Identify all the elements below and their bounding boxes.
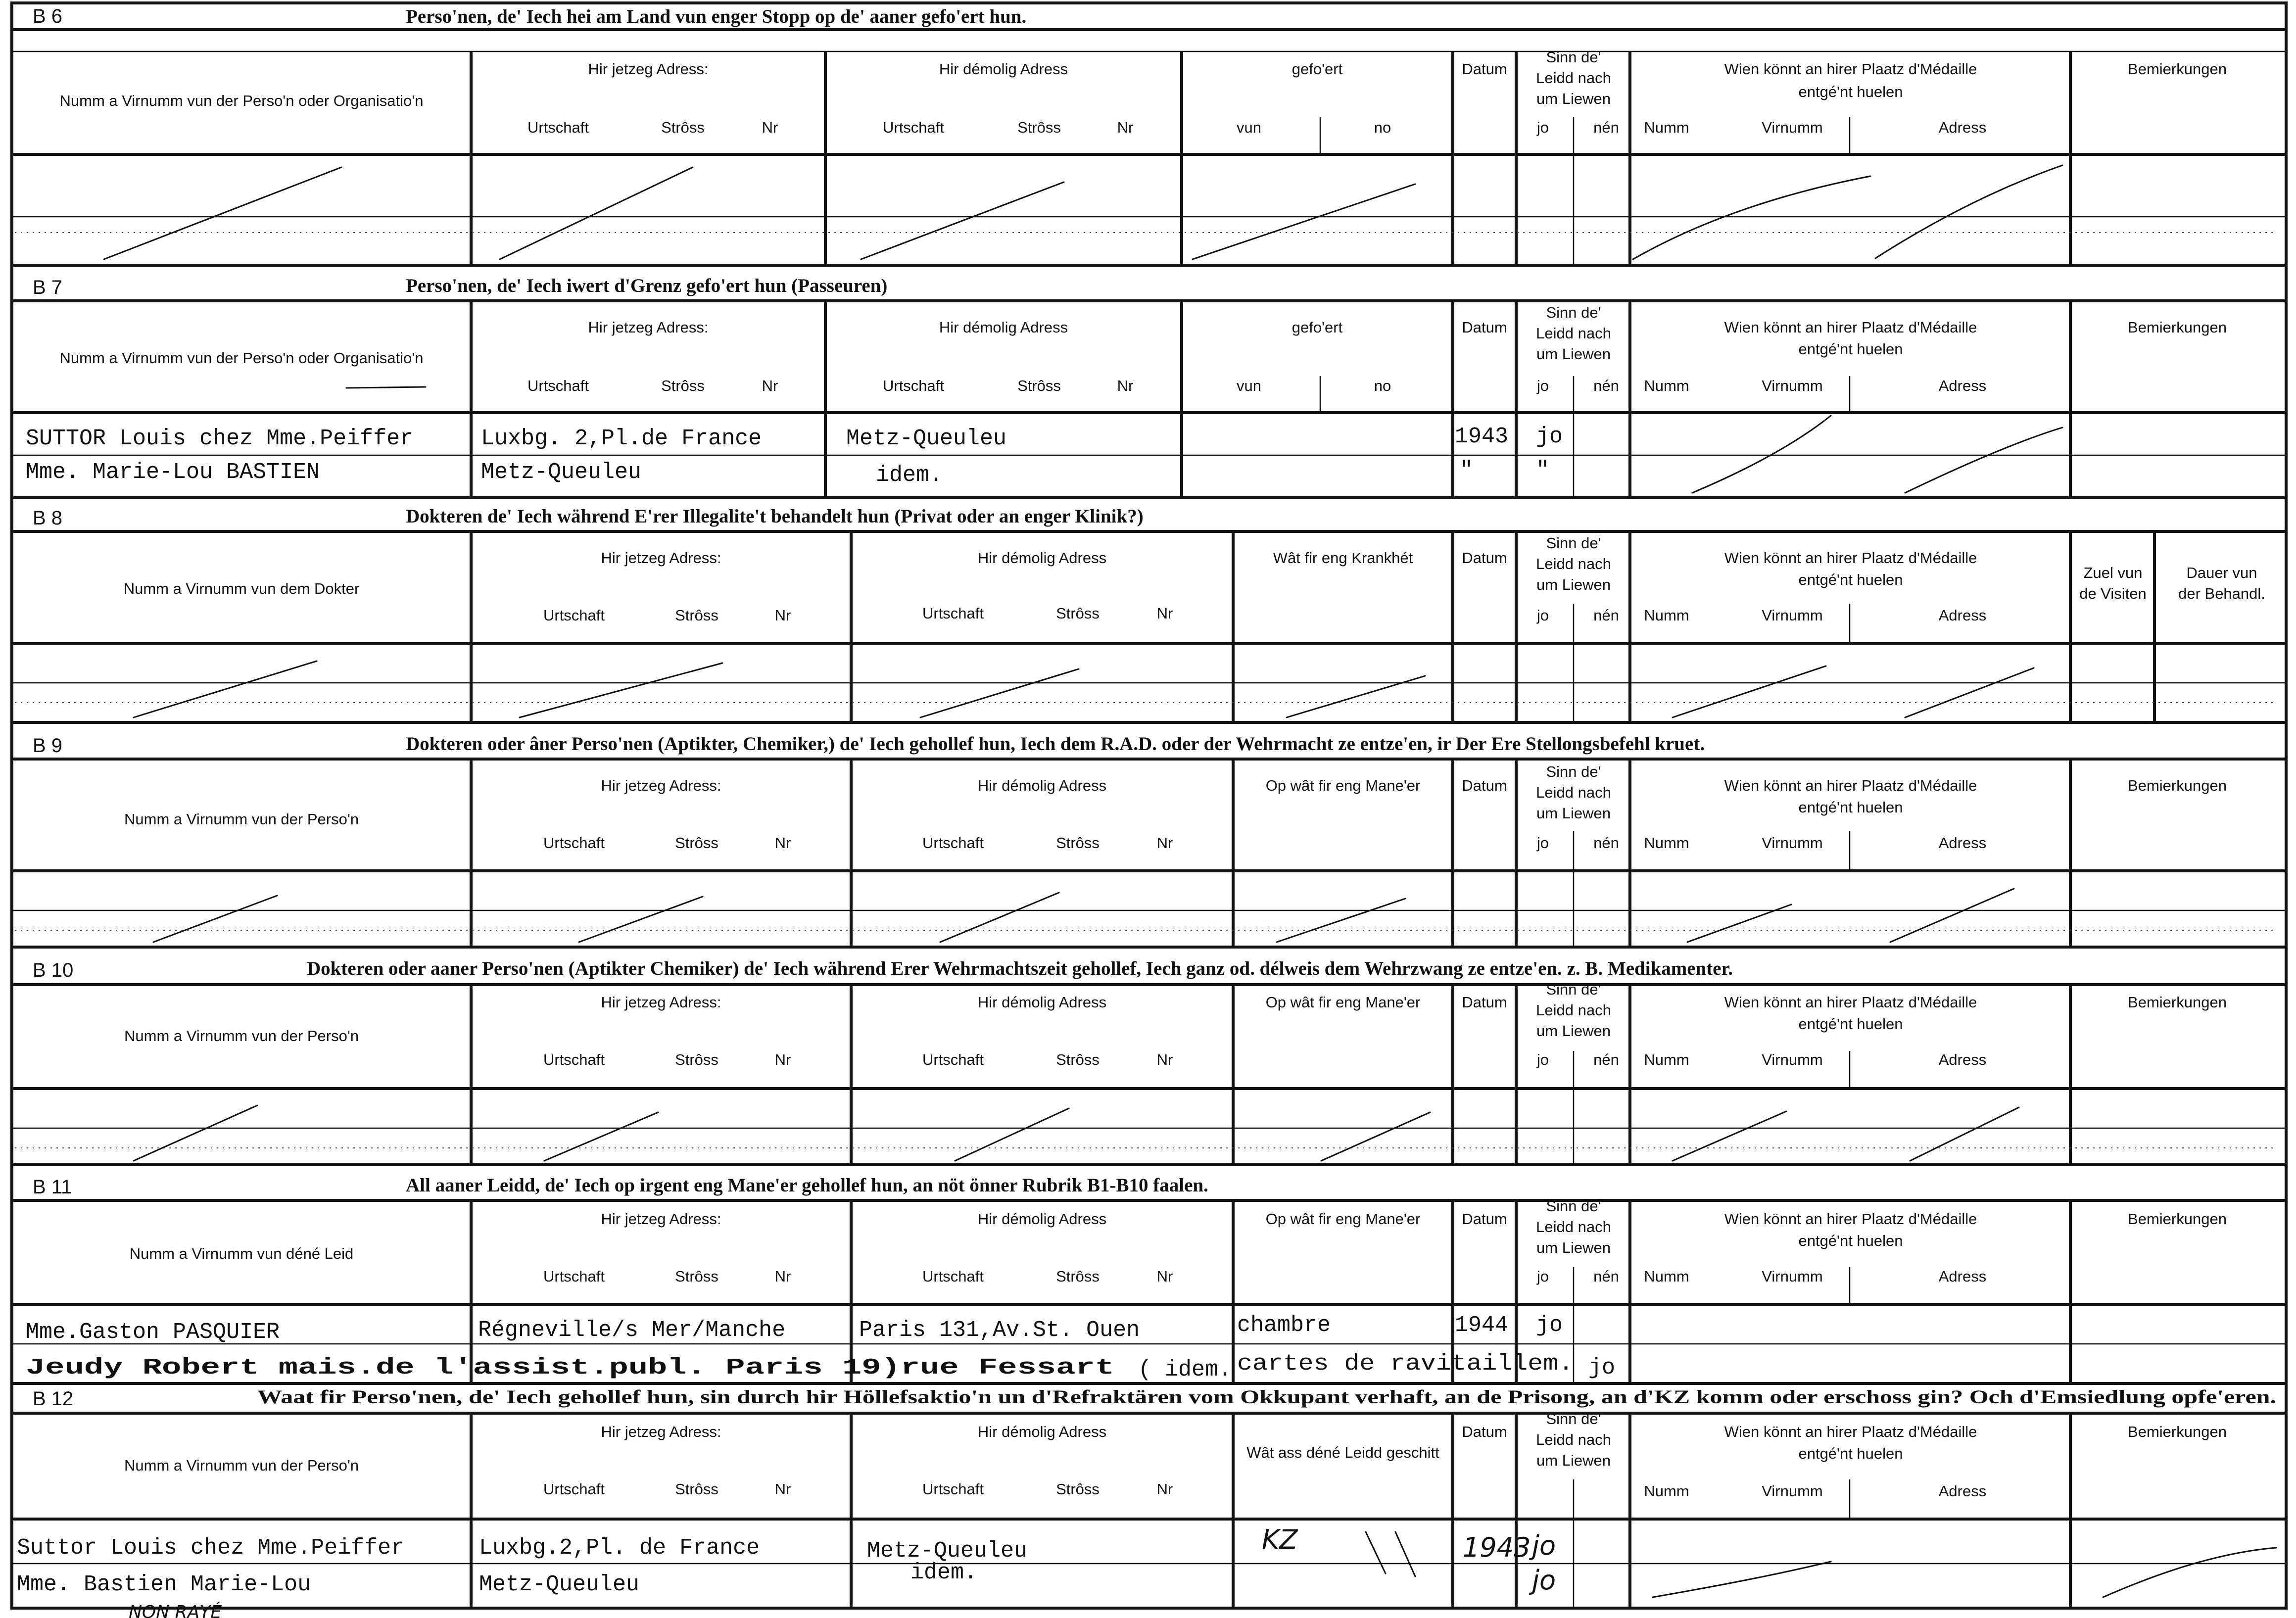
b11-row1-former: Paris 131,Av.St. Ouen xyxy=(859,1318,1140,1343)
b9-no-header: nén xyxy=(1593,834,1619,852)
b6-alive-header-1: Sinn de' xyxy=(1546,48,1601,66)
b10-alive-header-3: um Liewen xyxy=(1536,1022,1611,1040)
b6-cancel-slashes xyxy=(104,165,2062,259)
b11-remarks-header: Bemierkungen xyxy=(2128,1210,2227,1228)
footer-note: NON RAYÉ xyxy=(129,1602,222,1618)
b9-addr-col-2: Strôss xyxy=(675,834,718,852)
b8-name-header: Numm a Virnumm vun dem Dokter xyxy=(123,580,360,597)
b12-row1-former: Metz-Queuleu xyxy=(867,1538,1028,1564)
b9-yes-header: jo xyxy=(1536,834,1549,852)
b10-medal-header-2: entgé'nt huelen xyxy=(1798,1015,1903,1033)
b7-medal-col-1: Numm xyxy=(1644,377,1689,394)
b6-faddr-col-3: Nr xyxy=(1117,119,1134,136)
b9-medal-col-2: Virnumm xyxy=(1762,834,1823,852)
b12-row1-name: Suttor Louis chez Mme.Peiffer xyxy=(17,1535,405,1561)
b7-medal-col-3: Adress xyxy=(1938,377,1987,394)
b6-code: B 6 xyxy=(33,5,63,27)
b7-row2-current: Metz-Queuleu xyxy=(481,460,642,485)
b8-middle-header: Wât fir eng Krankhét xyxy=(1273,549,1413,567)
b7-row2-former: idem. xyxy=(876,463,943,488)
b7-addr-col-3: Nr xyxy=(762,377,778,394)
b8-yes-header: jo xyxy=(1536,607,1549,624)
b7-row2-alive: " xyxy=(1536,458,1550,483)
b6-faddr-col-1: Urtschaft xyxy=(882,119,945,136)
b7-addr-col-2: Strôss xyxy=(661,377,705,394)
b11-addr-col-2: Strôss xyxy=(675,1268,718,1285)
b6-medal-col-3: Adress xyxy=(1938,119,1987,136)
b12-code: B 12 xyxy=(33,1388,74,1410)
b11-row1-date: 1944 xyxy=(1455,1313,1509,1338)
b9-faddr-col-3: Nr xyxy=(1156,834,1173,852)
b11-row1-name: Mme.Gaston PASQUIER xyxy=(26,1320,280,1345)
b7-faddr-col-2: Strôss xyxy=(1017,377,1061,394)
b8-duration-header-2: der Behandl. xyxy=(2178,585,2265,602)
b10-faddr-col-3: Nr xyxy=(1156,1051,1173,1068)
b11-row2-former: ( idem. xyxy=(1138,1357,1232,1382)
b11-title: All aaner Leidd, de' Iech op irgent eng Mane'er gehollef hun, an nöt önner Rubrik B1-B10 faalen. xyxy=(406,1175,1208,1196)
b7-title: Perso'nen, de' Iech iwert d'Grenz gefo'ert hun (Passeuren) xyxy=(406,275,888,296)
b10-no-header: nén xyxy=(1593,1051,1619,1068)
b12-date-header: Datum xyxy=(1462,1423,1507,1440)
b6-remarks-header: Bemierkungen xyxy=(2128,60,2227,78)
b7-alive-header-3: um Liewen xyxy=(1536,345,1611,363)
b11-faddr-col-2: Strôss xyxy=(1056,1268,1100,1285)
b12-name-header: Numm a Virnumm vun der Perso'n xyxy=(124,1457,359,1474)
b6-name-header: Numm a Virnumm vun der Perso'n oder Organisatio'n xyxy=(59,92,424,109)
b9-current-address-header: Hir jetzeg Adress: xyxy=(601,777,721,794)
b12-addr-col-1: Urtschaft xyxy=(543,1480,605,1498)
b11-alive-header-2: Leidd nach xyxy=(1536,1218,1611,1236)
b6-grid xyxy=(12,51,2286,265)
b12-current-address-header: Hir jetzeg Adress: xyxy=(601,1423,721,1440)
b11-row2-alive: jo xyxy=(1588,1355,1616,1380)
b10-addr-col-1: Urtschaft xyxy=(543,1051,605,1068)
b10-medal-col-2: Virnumm xyxy=(1762,1051,1823,1068)
b6-middle-sub-1: vun xyxy=(1237,119,1261,136)
b8-medal-header-2: entgé'nt huelen xyxy=(1798,571,1903,588)
b12-medal-col-3: Adress xyxy=(1938,1482,1987,1500)
b8-code: B 8 xyxy=(33,507,63,529)
b12-addr-col-3: Nr xyxy=(774,1480,791,1498)
b9-cancel-slashes xyxy=(153,889,2014,942)
b10-name-header: Numm a Virnumm vun der Perso'n xyxy=(124,1027,359,1045)
b7-no-header: nén xyxy=(1593,377,1619,394)
b11-faddr-col-3: Nr xyxy=(1156,1268,1173,1285)
b12-alive-header-2: Leidd nach xyxy=(1536,1431,1611,1448)
b9-title: Dokteren oder âner Perso'nen (Aptikter, Chemiker,) de' Iech gehollef hun, Iech dem R.A.D. oder der Wehrmacht ze entze'en, ir Der Ere Stellongsbefehl kruet. xyxy=(406,733,1705,755)
b10-medal-col-1: Numm xyxy=(1644,1051,1689,1068)
b7-row1-date: 1943 xyxy=(1455,424,1509,449)
b10-cancel-slashes xyxy=(134,1105,2019,1161)
b10-faddr-col-1: Urtschaft xyxy=(922,1051,984,1068)
b9-former-address-header: Hir démolig Adress xyxy=(977,777,1107,794)
b7-row1-alive: jo xyxy=(1536,424,1563,449)
b8-alive-header-1: Sinn de' xyxy=(1546,534,1601,552)
b11-date-header: Datum xyxy=(1462,1210,1507,1228)
b8-no-header: nén xyxy=(1593,607,1619,624)
b11-yes-header: jo xyxy=(1536,1268,1549,1285)
b12-medal-col-1: Numm xyxy=(1644,1482,1689,1500)
b12-former-address-header: Hir démolig Adress xyxy=(977,1423,1107,1440)
b7-middle-header: gefo'ert xyxy=(1292,319,1343,336)
b9-medal-header-1: Wien könnt an hirer Plaatz d'Médaille xyxy=(1724,777,1977,794)
b8-addr-col-2: Strôss xyxy=(675,607,718,624)
b12-medal-header-2: entgé'nt huelen xyxy=(1798,1445,1903,1462)
b10-alive-header-1: Sinn de' xyxy=(1546,981,1601,998)
b7-date-header: Datum xyxy=(1462,319,1507,336)
b11-row2-name: Jeudy Robert mais.de l'assist.publ. Paris 19)rue Fessart xyxy=(26,1355,1114,1380)
b12-medal-header-1: Wien könnt an hirer Plaatz d'Médaille xyxy=(1724,1423,1977,1440)
b7-former-address-header: Hir démolig Adress xyxy=(939,319,1068,336)
b9-code: B 9 xyxy=(33,735,63,757)
b9-alive-header-1: Sinn de' xyxy=(1546,763,1601,780)
b8-alive-header-3: um Liewen xyxy=(1536,576,1611,593)
b11-medal-col-3: Adress xyxy=(1938,1268,1987,1285)
b6-addr-col-2: Strôss xyxy=(661,119,705,136)
b9-addr-col-1: Urtschaft xyxy=(543,834,605,852)
b9-middle-header: Op wât fir eng Mane'er xyxy=(1265,777,1421,794)
b12-row1-middle: KZ xyxy=(1262,1524,1298,1555)
b11-addr-col-1: Urtschaft xyxy=(543,1268,605,1285)
b8-visits-header-2: de Visiten xyxy=(2079,585,2147,602)
b7-current-address-header: Hir jetzeg Adress: xyxy=(588,319,709,336)
b6-alive-header-3: um Liewen xyxy=(1536,90,1611,107)
b7-medal-header-2: entgé'nt huelen xyxy=(1798,340,1903,358)
b9-faddr-col-1: Urtschaft xyxy=(922,834,984,852)
b7-row1-name: SUTTOR Louis chez Mme.Peiffer xyxy=(26,426,414,451)
b7-faddr-col-1: Urtschaft xyxy=(882,377,945,394)
b7-faddr-col-3: Nr xyxy=(1117,377,1134,394)
b10-yes-header: jo xyxy=(1536,1051,1549,1068)
b7-yes-header: jo xyxy=(1536,377,1549,394)
b10-former-address-header: Hir démolig Adress xyxy=(977,994,1107,1011)
b9-medal-col-3: Adress xyxy=(1938,834,1987,852)
b8-faddr-col-1: Urtschaft xyxy=(922,605,984,622)
b9-medal-col-1: Numm xyxy=(1644,834,1689,852)
b6-middle-header: gefo'ert xyxy=(1292,60,1343,78)
b12-grid xyxy=(471,1413,2070,1608)
b11-row1-current: Régneville/s Mer/Manche xyxy=(478,1318,786,1343)
b6-date-header: Datum xyxy=(1462,60,1507,78)
b7-alive-header-1: Sinn de' xyxy=(1546,304,1601,321)
b8-medal-col-1: Numm xyxy=(1644,607,1689,624)
b8-addr-col-1: Urtschaft xyxy=(543,607,605,624)
b9-addr-col-3: Nr xyxy=(774,834,791,852)
b6-faddr-col-2: Strôss xyxy=(1017,119,1061,136)
b11-row2-middle: cartes de ravitaillem. xyxy=(1237,1351,1574,1377)
b10-remarks-header: Bemierkungen xyxy=(2128,994,2227,1011)
b8-former-address-header: Hir démolig Adress xyxy=(977,549,1107,567)
b7-medal-header-1: Wien könnt an hirer Plaatz d'Médaille xyxy=(1724,319,1977,336)
b7-row2-name: Mme. Marie-Lou BASTIEN xyxy=(26,460,320,485)
b8-addr-col-3: Nr xyxy=(774,607,791,624)
b12-middle-header: Wât ass déné Leidd geschitt xyxy=(1246,1444,1439,1461)
b6-yes-header: jo xyxy=(1536,119,1549,136)
b12-row2-former: idem. xyxy=(910,1560,978,1585)
b7-code: B 7 xyxy=(33,277,63,298)
b10-addr-col-2: Strôss xyxy=(675,1051,718,1068)
b7-medal-col-2: Virnumm xyxy=(1762,377,1823,394)
b9-medal-header-2: entgé'nt huelen xyxy=(1798,799,1903,816)
b8-alive-header-2: Leidd nach xyxy=(1536,555,1611,572)
b10-grid xyxy=(471,985,2070,1165)
b7-remarks-header: Bemierkungen xyxy=(2128,319,2227,336)
b8-cancel-slashes xyxy=(134,661,2034,717)
b11-name-header: Numm a Virnumm vun déné Leid xyxy=(129,1245,354,1262)
b7-row2-date: " xyxy=(1460,458,1474,483)
b7-middle-sub-2: no xyxy=(1374,377,1391,394)
b6-middle-sub-2: no xyxy=(1374,119,1391,136)
b11-medal-header-2: entgé'nt huelen xyxy=(1798,1232,1903,1249)
b7-alive-header-2: Leidd nach xyxy=(1536,325,1611,342)
b6-medal-col-2: Virnumm xyxy=(1762,119,1823,136)
b12-row2-alive: jo xyxy=(1532,1565,1556,1596)
b12-addr-col-2: Strôss xyxy=(675,1480,718,1498)
b6-medal-header-2: entgé'nt huelen xyxy=(1798,83,1903,100)
b6-no-header: nén xyxy=(1593,119,1619,136)
b10-alive-header-2: Leidd nach xyxy=(1536,1001,1611,1019)
b6-current-address-header: Hir jetzeg Adress: xyxy=(588,60,709,78)
b10-code: B 10 xyxy=(33,959,74,981)
b11-medal-header-1: Wien könnt an hirer Plaatz d'Médaille xyxy=(1724,1210,1977,1228)
b11-alive-header-1: Sinn de' xyxy=(1546,1197,1601,1215)
b10-faddr-col-2: Strôss xyxy=(1056,1051,1100,1068)
b12-row1-current: Luxbg.2,Pl. de France xyxy=(479,1535,760,1561)
b11-code: B 11 xyxy=(33,1176,72,1198)
b10-middle-header: Op wât fir eng Mane'er xyxy=(1265,994,1421,1011)
b7-name-header: Numm a Virnumm vun der Perso'n oder Organisatio'n xyxy=(59,349,424,367)
b12-row2-name: Mme. Bastien Marie-Lou xyxy=(17,1572,311,1597)
b7-addr-col-1: Urtschaft xyxy=(527,377,589,394)
b6-medal-col-1: Numm xyxy=(1644,119,1689,136)
b11-medal-col-2: Virnumm xyxy=(1762,1268,1823,1285)
b11-faddr-col-1: Urtschaft xyxy=(922,1268,984,1285)
b11-row1-middle: chambre xyxy=(1237,1313,1331,1338)
b10-addr-col-3: Nr xyxy=(774,1051,791,1068)
b12-row2-current: Metz-Queuleu xyxy=(479,1572,640,1597)
b11-current-address-header: Hir jetzeg Adress: xyxy=(601,1210,721,1228)
b12-faddr-col-2: Strôss xyxy=(1056,1480,1100,1498)
b11-addr-col-3: Nr xyxy=(774,1268,791,1285)
b12-row1-date: 1943 xyxy=(1463,1532,1531,1563)
b8-date-header: Datum xyxy=(1462,549,1507,567)
b12-faddr-col-1: Urtschaft xyxy=(922,1480,984,1498)
b9-name-header: Numm a Virnumm vun der Perso'n xyxy=(124,810,359,828)
b7-row1-former: Metz-Queuleu xyxy=(846,426,1007,451)
b12-title: Waat fir Perso'nen, de' Iech gehollef hun, sin durch hir Höllefsaktio'n un d'Refraktären vom Okkupant verhaft, an de Prisong, an d'KZ komm oder erschoss gin? Och d'Emsiedlung opfe'eren. xyxy=(257,1386,2276,1408)
b11-medal-col-1: Numm xyxy=(1644,1268,1689,1285)
b10-medal-col-3: Adress xyxy=(1938,1051,1987,1068)
b8-current-address-header: Hir jetzeg Adress: xyxy=(601,549,721,567)
b9-faddr-col-2: Strôss xyxy=(1056,834,1100,852)
b11-row1-alive: jo xyxy=(1536,1313,1563,1338)
b10-current-address-header: Hir jetzeg Adress: xyxy=(601,994,721,1011)
b11-middle-header: Op wât fir eng Mane'er xyxy=(1265,1210,1421,1228)
b12-alive-header-3: um Liewen xyxy=(1536,1452,1611,1469)
b8-faddr-col-3: Nr xyxy=(1156,605,1173,622)
b9-remarks-header: Bemierkungen xyxy=(2128,777,2227,794)
b6-alive-header-2: Leidd nach xyxy=(1536,69,1611,87)
b6-title: Perso'nen, de' Iech hei am Land vun enger Stopp op de' aaner gefo'ert hun. xyxy=(406,6,1027,27)
b6-addr-col-3: Nr xyxy=(762,119,778,136)
b12-alive-header-1: Sinn de' xyxy=(1546,1410,1601,1428)
b7-row1-current: Luxbg. 2,Pl.de France xyxy=(481,426,762,451)
b8-medal-col-3: Adress xyxy=(1938,607,1987,624)
b10-title: Dokteren oder aaner Perso'nen (Aptikter Chemiker) de' Iech während Erer Wehrmachtszeit gehollef, Iech ganz od. délweis dem Wehrzwang ze entze'en. z. B. Medikamenter. xyxy=(307,958,1733,979)
b10-date-header: Datum xyxy=(1462,994,1507,1011)
b9-date-header: Datum xyxy=(1462,777,1507,794)
b9-alive-header-2: Leidd nach xyxy=(1536,784,1611,801)
b11-former-address-header: Hir démolig Adress xyxy=(977,1210,1107,1228)
b8-duration-header-1: Dauer vun xyxy=(2186,564,2257,581)
b8-medal-header-1: Wien könnt an hirer Plaatz d'Médaille xyxy=(1724,549,1977,567)
b8-title: Dokteren de' Iech während E'rer Illegalite't behandelt hun (Privat oder an enger Klinik?) xyxy=(406,506,1144,527)
b11-no-header: nén xyxy=(1593,1268,1619,1285)
b8-visits-header-1: Zuel vun xyxy=(2083,564,2143,581)
b8-medal-col-2: Virnumm xyxy=(1762,607,1823,624)
b7-middle-sub-1: vun xyxy=(1237,377,1261,394)
b6-former-address-header: Hir démolig Adress xyxy=(939,60,1068,78)
b9-alive-header-3: um Liewen xyxy=(1536,805,1611,822)
b10-medal-header-1: Wien könnt an hirer Plaatz d'Médaille xyxy=(1724,994,1977,1011)
b12-faddr-col-3: Nr xyxy=(1156,1480,1173,1498)
b12-row1-alive: jo xyxy=(1532,1530,1556,1561)
b11-alive-header-3: um Liewen xyxy=(1536,1239,1611,1256)
b12-remarks-header: Bemierkungen xyxy=(2128,1423,2227,1440)
b12-medal-col-2: Virnumm xyxy=(1762,1482,1823,1500)
b8-faddr-col-2: Strôss xyxy=(1056,605,1100,622)
b6-addr-col-1: Urtschaft xyxy=(527,119,589,136)
b6-medal-header-1: Wien könnt an hirer Plaatz d'Médaille xyxy=(1724,60,1977,78)
